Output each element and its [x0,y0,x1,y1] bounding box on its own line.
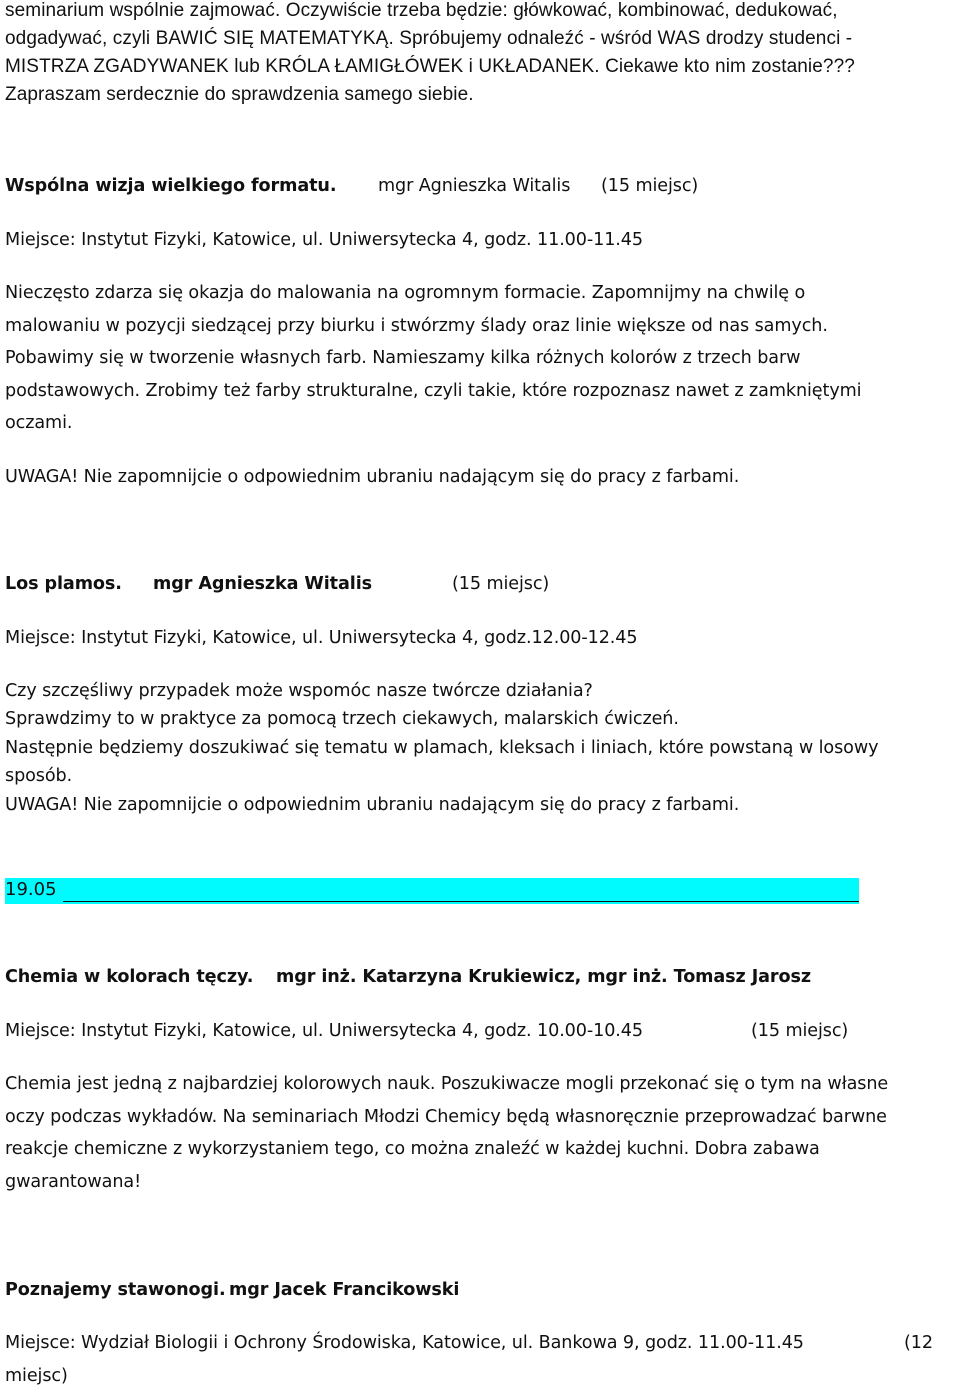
event1-author: mgr Agnieszka Witalis [378,176,571,196]
event2-note: UWAGA! Nie zapomnijcie o odpowiednim ubraniu nadającym się do pracy z farbami. [5,795,740,815]
event3-seats: (15 miejsc) [751,1021,849,1041]
intro-line-2: odgadywać, czyli BAWIĆ SIĘ MATEMATYKĄ. Spróbujemy odnaleźć - wśród WAS drodzy studenci - [5,28,853,49]
date-header-highlight [5,878,859,904]
event3-author: mgr inż. Katarzyna Krukiewicz, mgr inż. Tomasz Jarosz [276,967,812,987]
event1-seats: (15 miejsc) [601,176,699,196]
date-header-underline [63,901,859,902]
intro-line-3: MISTRZA ZGADYWANEK lub KRÓLA ŁAMIGŁÓWEK i UKŁADANEK. Ciekawe kto nim zostanie??? [5,56,855,77]
event1-note: UWAGA! Nie zapomnijcie o odpowiednim ubraniu nadającym się do pracy z farbami. [5,467,740,487]
intro-line-4: Zapraszam serdecznie do sprawdzenia samego siebie. [5,84,474,105]
event1-desc-3: Pobawimy się w tworzenie własnych farb. Namieszamy kilka różnych kolorów z trzech barw [5,348,801,368]
event4-place: Miejsce: Wydział Biologii i Ochrony Środowiska, Katowice, ul. Bankowa 9, godz. 11.00-11.45 [5,1333,804,1353]
event1-place: Miejsce: Instytut Fizyki, Katowice, ul. Uniwersytecka 4, godz. 11.00-11.45 [5,230,643,250]
event4-title: Poznajemy stawonogi. [5,1280,226,1300]
event2-desc-2: Sprawdzimy to w praktyce za pomocą trzech ciekawych, malarskich ćwiczeń. [5,709,679,729]
event3-place: Miejsce: Instytut Fizyki, Katowice, ul. Uniwersytecka 4, godz. 10.00-10.45 [5,1021,643,1041]
event4-seats-part2: miejsc) [5,1366,68,1386]
event3-desc-1: Chemia jest jedną z najbardziej kolorowych nauk. Poszukiwacze mogli przekonać się o tym na własne [5,1074,889,1094]
event4-seats-part1: (12 [904,1333,933,1353]
event3-desc-4: gwarantowana! [5,1172,142,1192]
event1-title: Wspólna wizja wielkiego formatu. [5,176,337,196]
event2-desc-4: sposób. [5,766,73,786]
event1-desc-1: Nieczęsto zdarza się okazja do malowania na ogromnym formacie. Zapomnijmy na chwilę o [5,283,806,303]
intro-line-1: seminarium wspólnie zajmować. Oczywiście trzeba będzie: główkować, kombinować, dedukować, [5,0,838,21]
event2-seats: (15 miejsc) [452,574,550,594]
event1-desc-4: podstawowych. Zrobimy też farby strukturalne, czyli takie, które rozpoznasz nawet z zamkniętymi [5,381,862,401]
event3-desc-3: reakcje chemiczne z wykorzystaniem tego, co można znaleźć w każdej kuchni. Dobra zabawa [5,1139,820,1159]
event2-desc-1: Czy szczęśliwy przypadek może wspomóc nasze twórcze działania? [5,681,593,701]
event2-place: Miejsce: Instytut Fizyki, Katowice, ul. Uniwersytecka 4, godz.12.00-12.45 [5,628,638,648]
event1-desc-5: oczami. [5,413,73,433]
event2-title: Los plamos. [5,574,122,594]
event1-desc-2: malowaniu w pozycji siedzącej przy biurku i stwórzmy ślady oraz linie większe od nas samych. [5,316,828,336]
date-header-date: 19.05 [5,879,57,900]
event3-desc-2: oczy podczas wykładów. Na seminariach Młodzi Chemicy będą własnoręcznie przeprowadzać barwne [5,1107,887,1127]
event2-desc-3: Następnie będziemy doszukiwać się tematu w plamach, kleksach i liniach, które powstaną w losowy [5,738,879,758]
event3-title: Chemia w kolorach tęczy. [5,967,254,987]
event4-author: mgr Jacek Francikowski [229,1280,460,1300]
event2-author: mgr Agnieszka Witalis [153,574,372,594]
